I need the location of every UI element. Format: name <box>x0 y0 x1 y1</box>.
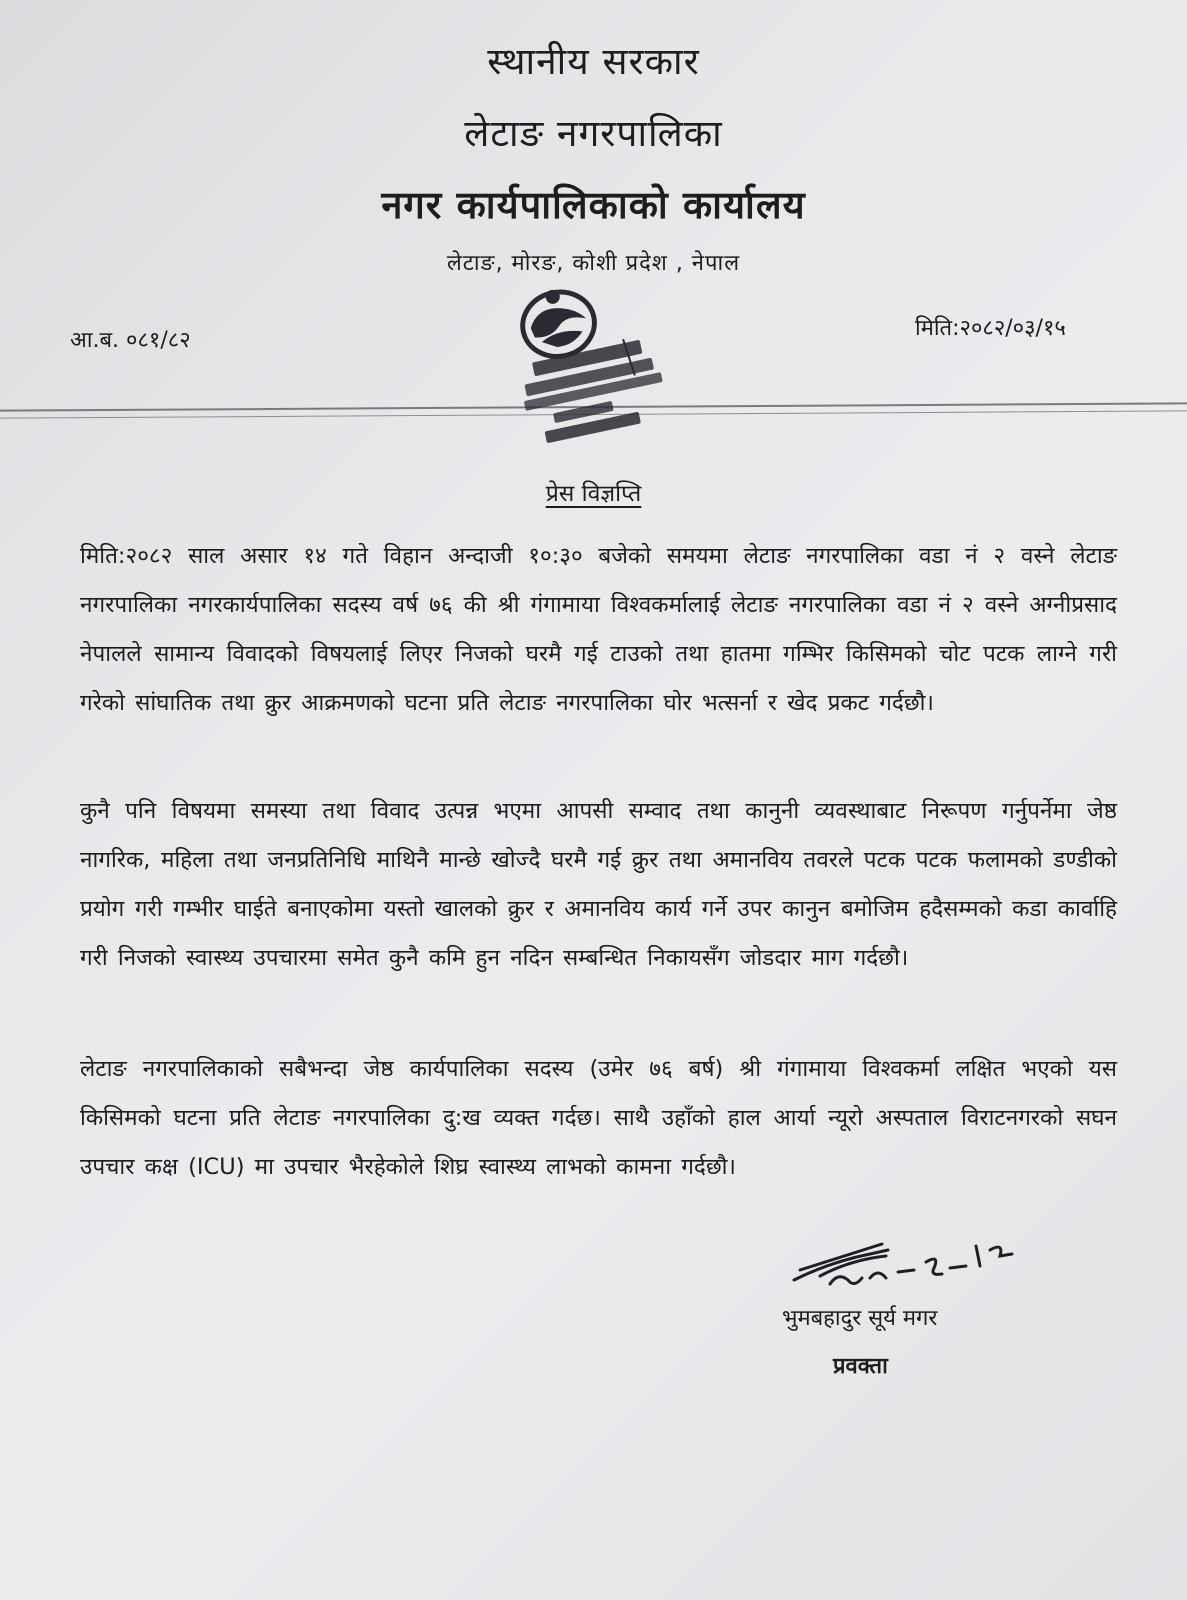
press-release-title-text: प्रेस विज्ञप्ति <box>545 481 642 507</box>
municipal-seal-icon <box>478 276 708 456</box>
header-office: नगर कार्यपालिकाको कार्यालय <box>381 183 806 227</box>
spokesperson-name: भुमबहादुर सूर्य मगर <box>782 1306 938 1331</box>
paragraph-incident: मिति:२०८२ साल असार १४ गते विहान अन्दाजी १०:३० बजेको समयमा लेटाङ नगरपालिका वडा नं २ वस्ने लेटाङ नगरपालिका नगरकार्यपालिका सदस्य वर्ष ७६ की श्री गंगामाया विश्वकर्मालाई लेटाङ नगरपालिका वडा नं २ वस्ने अग्नीप्रसाद नेपालले सामान्य विवादको विषयलाई लिएर निजको घरमै गई टाउको तथा हातमा गम्भिर किसिमको चोट पटक लाग्ने गरी गरेको सांघातिक तथा क्रुर आक्रमणको घटना प्रति लेटाङ नगरपालिका घोर भत्सर्ना र खेद प्रकट गर्दछौ। <box>80 543 1117 716</box>
spokesperson-title: प्रवक्ता <box>833 1354 888 1379</box>
press-release-title <box>0 476 1187 508</box>
header-address: लेटाङ, मोरङ, कोशी प्रदेश , नेपाल <box>446 251 741 276</box>
paragraph-wishes: लेटाङ नगरपालिकाको सबैभन्दा जेष्ठ कार्यपालिका सदस्य (उमेर ७६ बर्ष) श्री गंगामाया विश्वकर्मा लक्षित भएको यस किसिमको घटना प्रति लेटाङ नगरपालिका दु:ख व्यक्त गर्दछ। साथै उहाँको हाल आर्या न्यूरो अस्पताल विराटनगरको सघन उपचार कक्ष (ICU) मा उपचार भैरहेकोले शिघ्र स्वास्थ्य लाभको कामना गर्दछौ। <box>80 1056 1117 1180</box>
header-municipality: लेटाङ नगरपालिका <box>464 112 723 155</box>
fiscal-year-reference: आ.ब. ०८१/८२ <box>70 328 191 353</box>
header-local-government: स्थानीय सरकार <box>487 40 700 83</box>
paragraph-demand: कुनै पनि विषयमा समस्या तथा विवाद उत्पन्न भएमा आपसी सम्वाद तथा कानुनी व्यवस्थाबाट निरूपण गर्नुपर्नेमा जेष्ठ नागरिक, महिला तथा जनप्रतिनिधि माथिनै मान्छे खोज्दै घरमै गई क्रुर तथा अमानविय तवरले पटक पटक फलामको डण्डीको प्रयोग गरी गम्भीर घाईते बनाएकोमा यस्तो खालको क्रुर र अमानविय कार्य गर्ने उपर कानुन बमोजिम हदैसम्मको कडा कार्वाहि गरी निजको स्वास्थ्य उपचारमा समेत कुनै कमि हुन नदिन सम्बन्धित निकायसँग जोडदार माग गर्दछौ। <box>80 798 1117 971</box>
handwritten-signature-icon <box>790 1232 1050 1292</box>
document-date: मिति:२०८२/०३/१५ <box>915 316 1066 341</box>
